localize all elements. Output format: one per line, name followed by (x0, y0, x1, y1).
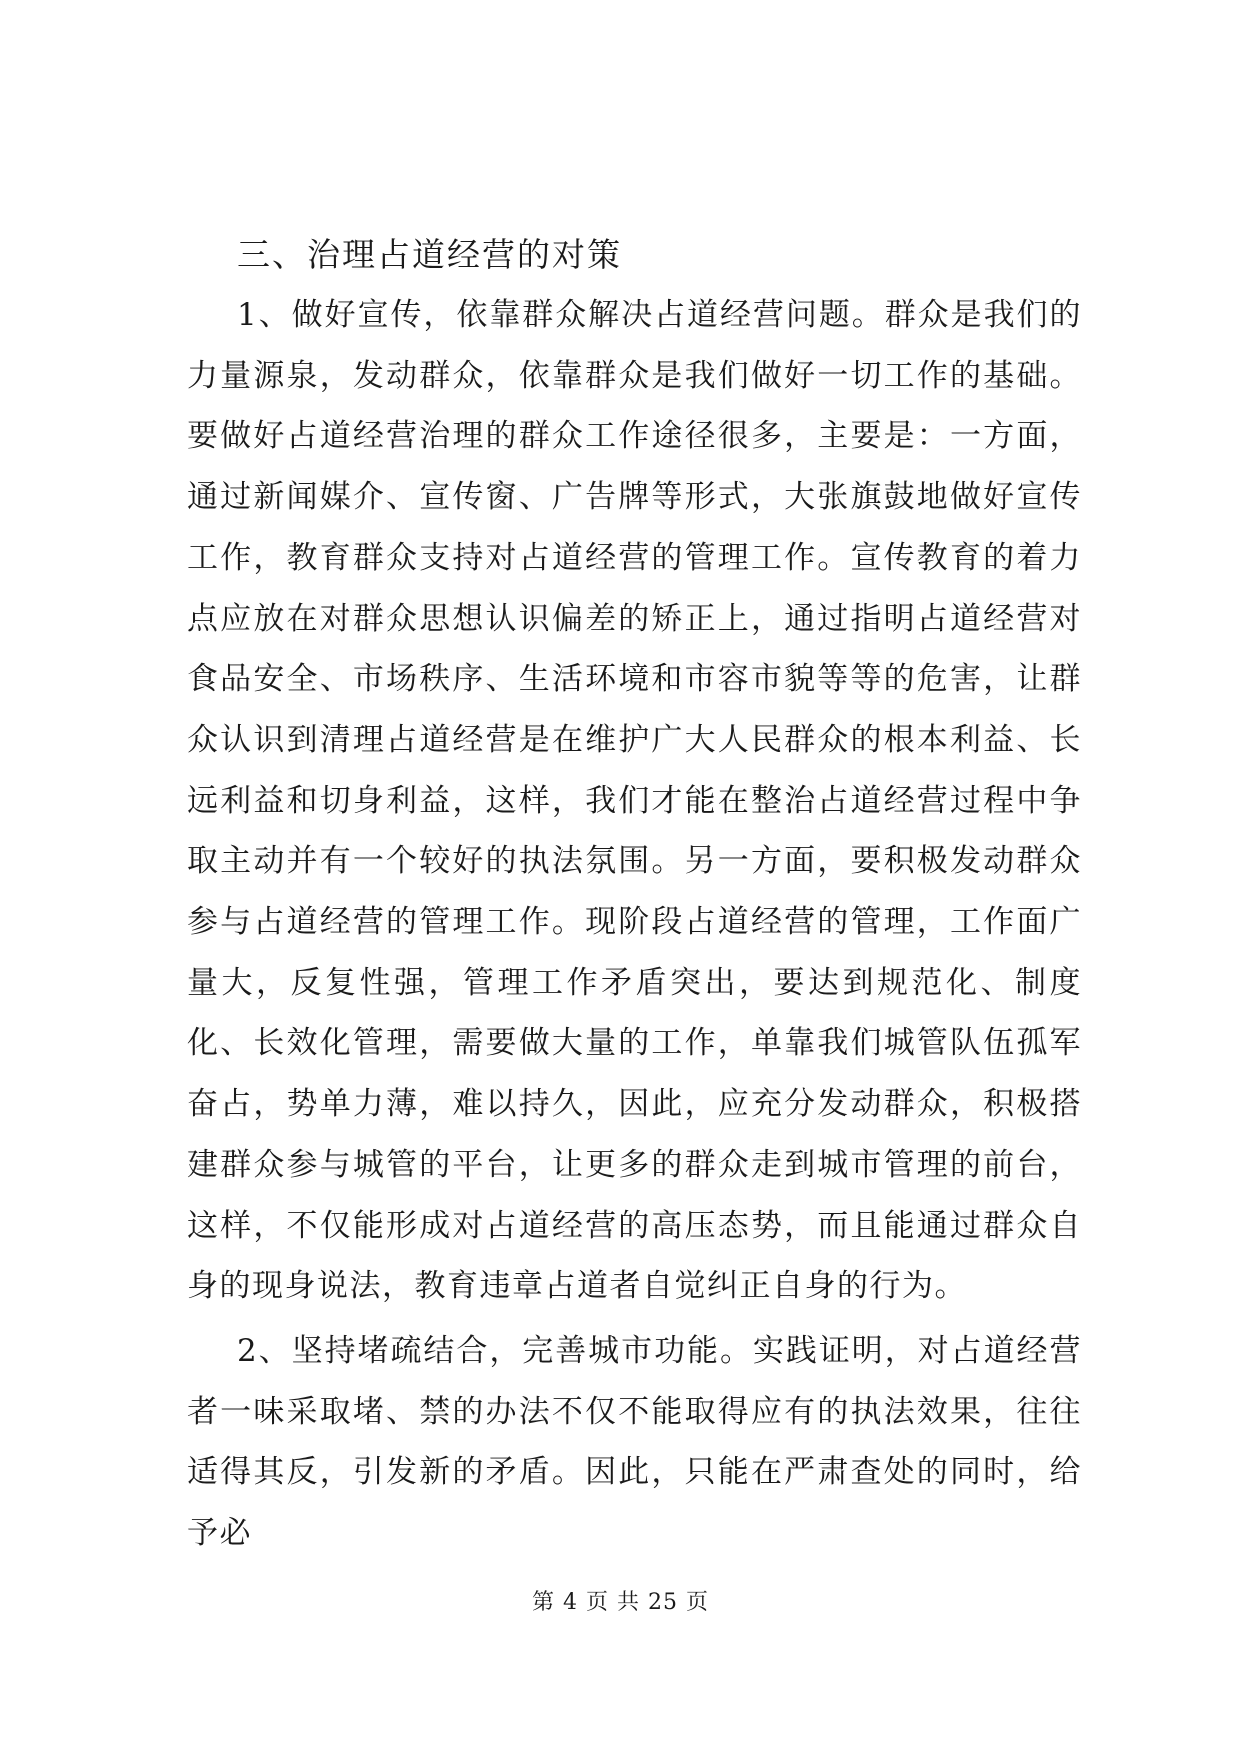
document-body (187, 225, 1082, 1564)
section-heading: 三、治理占道经营的对策 (237, 235, 622, 274)
page-number-footer: 第 4 页 共 25 页 (532, 1590, 709, 1615)
paragraph-1: 1、做好宣传，依靠群众解决占道经营问题。群众是我们的力量源泉，发动群众，依靠群众是我们做好一切工作的基础。要做好占道经营治理的群众工作途径很多，主要是：一方面，通过新闻媒介、宣传窗、广告牌等形式，大张旗鼓地做好宣传工作，教育群众支持对占道经营的管理工作。宣传教育的着力点应放在对群众思想认识偏差的矫正上，通过指明占道经营对食品安全、市场秩序、生活环境和市容市貌等等的危害，让群众认识到清理占道经营是在维护广大人民群众的根本利益、长远利益和切身利益，这样，我们才能在整治占道经营过程中争取主动并有一个较好的执法氛围。另一方面，要积极发动群众参与占道经营的管理工作。现阶段占道经营的管理，工作面广量大，反复性强，管理工作矛盾突出，要达到规范化、制度化、长效化管理，需要做大量的工作，单靠我们城管队伍孤军奋占，势单力薄，难以持久，因此，应充分发动群众，积极搭建群众参与城管的平台，让更多的群众走到城市管理的前台，这样，不仅能形成对占道经营的高压态势，而且能通过群众自身的现身说法，教育违章占道者自觉纠正自身的行为。 (187, 297, 1082, 1305)
paragraph-2: 2、坚持堵疏结合，完善城市功能。实践证明，对占道经营者一味采取堵、禁的办法不仅不能取得应有的执法效果，往往适得其反，引发新的矛盾。因此，只能在严肃查处的同时，给予必 (187, 1332, 1082, 1552)
